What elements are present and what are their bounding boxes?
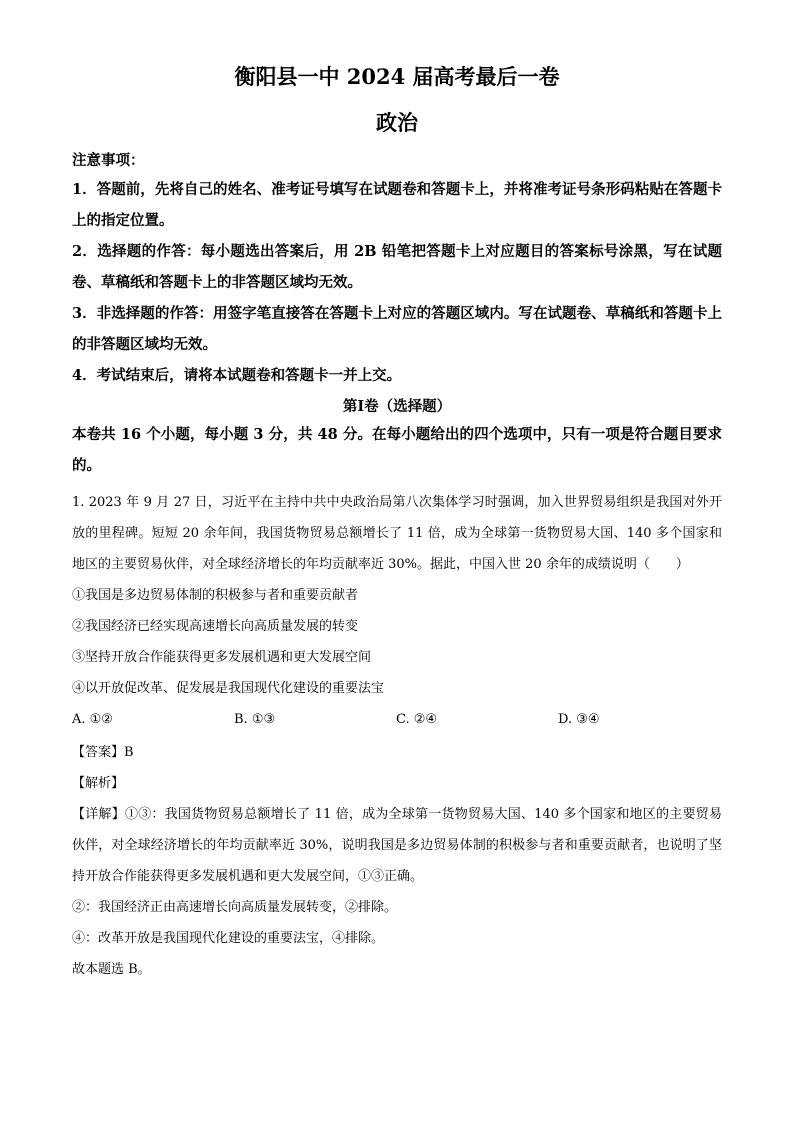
conclusion: 故本题选 B。 <box>72 962 151 977</box>
exam-page <box>72 62 722 985</box>
answer-label: 【答案】B <box>72 745 134 760</box>
statement-1: ①我国是多边贸易体制的积极参与者和重要贡献者 <box>72 588 359 603</box>
section-title: 第Ⅰ卷（选择题） <box>342 398 452 415</box>
exam-title: 衡阳县一中 2024 届高考最后一卷 <box>234 64 560 89</box>
option-d: D. ③④ <box>558 712 600 727</box>
analysis-label: 【解析】 <box>72 776 125 791</box>
statement-4: ④以开放促改革、促发展是我国现代化建设的重要法宝 <box>72 681 385 696</box>
notice-item-2: 2．选择题的作答：每小题选出答案后，用 2B 铅笔把答题卡上对应题目的答案标号涂黑，写在试题卷、草稿纸和答题卡上的非答题区域均无效。 <box>72 243 722 291</box>
analysis-detail: 【详解】①③：我国货物贸易总额增长了 11 倍，成为全球第一货物贸易大国、140 多个国家和地区的主要贸易伙伴，对全球经济增长的年均贡献率近 30%，说明我国是多边贸易体制的积极参与者和重要贡献者，也说明了坚持开放合作能获得更多发展机遇和更大发展空间，①③正确。 <box>72 807 722 884</box>
notice-item-3: 3．非选择题的作答：用签字笔直接答在答题卡上对应的答题区域内。写在试题卷、草稿纸和答题卡上的非答题区域均无效。 <box>72 305 722 353</box>
option-b: B. ①③ <box>234 712 276 727</box>
notice-item-1: 1．答题前，先将自己的姓名、准考证号填写在试题卷和答题卡上，并将准考证号条形码粘贴在答题卡上的指定位置。 <box>72 181 722 229</box>
option-a: A. ①② <box>72 712 113 727</box>
option-c: C. ②④ <box>396 712 438 727</box>
statement-3: ③坚持开放合作能获得更多发展机遇和更大发展空间 <box>72 650 372 665</box>
analysis-line-4: ④：改革开放是我国现代化建设的重要法宝，④排除。 <box>72 931 385 946</box>
notice-item-4: 4．考试结束后，请将本试题卷和答题卡一并上交。 <box>72 367 402 384</box>
subject-title: 政治 <box>376 110 418 135</box>
analysis-line-2: ②：我国经济正由高速增长向高质量发展转变，②排除。 <box>72 900 398 915</box>
answer-options <box>72 704 722 735</box>
notice-heading: 注意事项： <box>72 152 145 169</box>
section-instruction: 本卷共 16 个小题，每小题 3 分，共 48 分。在每小题给出的四个选项中，只有一项是符合题目要求的。 <box>72 426 722 474</box>
question-stem: 1. 2023 年 9 月 27 日，习近平在主持中共中央政治局第八次集体学习时强调，加入世界贸易组织是我国对外开放的里程碑。短短 20 余年间，我国货物贸易总额增长了 11 倍，成为全球第一货物贸易大国、140 多个国家和地区的主要贸易伙伴，对全球经济增长的年均贡献率近 30%。据此，中国入世 20 余年的成绩说明（ ） <box>72 495 722 572</box>
statement-2: ②我国经济已经实现高速增长向高质量发展的转变 <box>72 619 359 634</box>
